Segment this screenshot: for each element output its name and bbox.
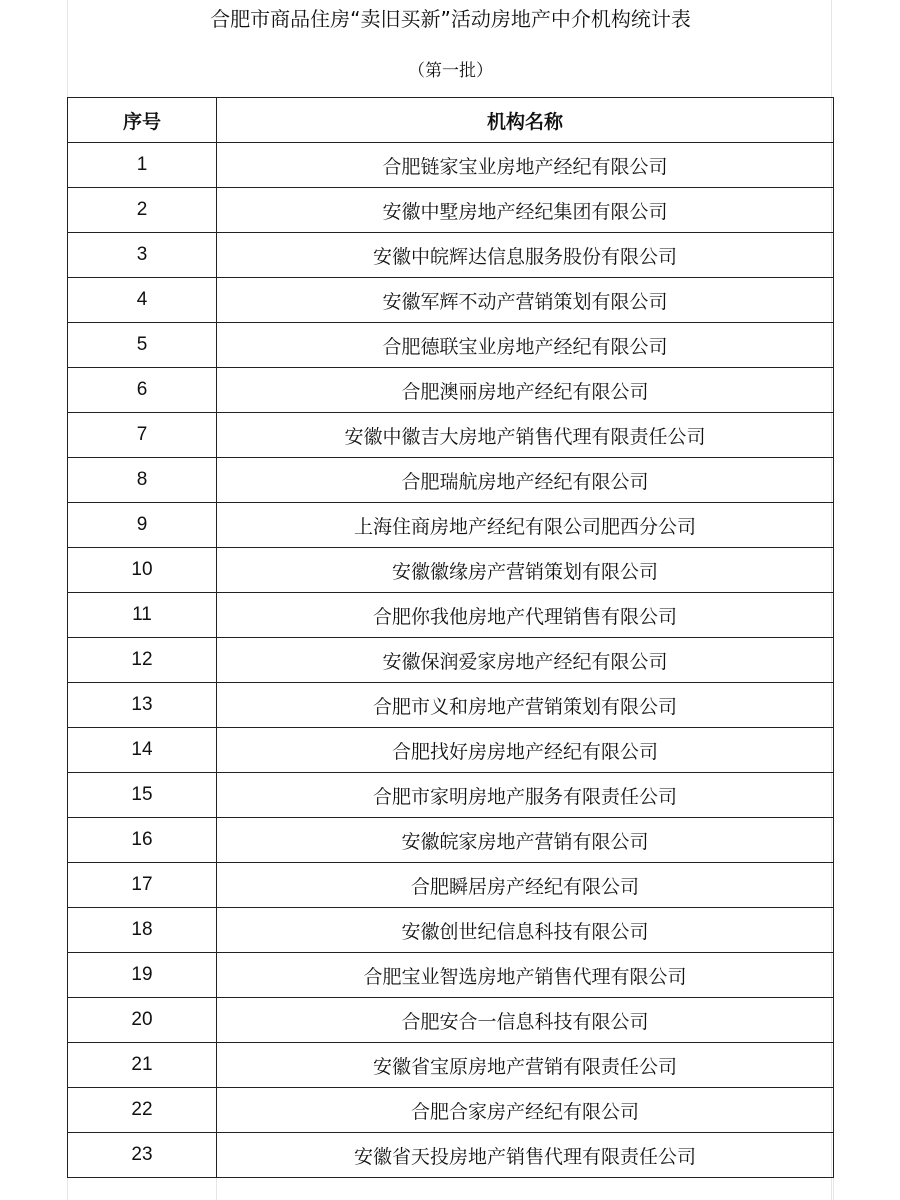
table-row [68,233,834,278]
row-index: 21 [68,1043,217,1088]
agency-name: 安徽中皖辉达信息服务股份有限公司 [217,233,834,278]
table-row [68,368,834,413]
row-index: 9 [68,503,217,548]
row-index: 20 [68,998,217,1043]
table-row-continuation [68,1178,834,1200]
table-row [68,1043,834,1088]
row-index: 14 [68,728,217,773]
row-index: 10 [68,548,217,593]
row-index: 4 [68,278,217,323]
row-index: 23 [68,1133,217,1178]
agency-name: 合肥德联宝业房地产经纪有限公司 [217,323,834,368]
table-row [68,458,834,503]
table-row [68,683,834,728]
agency-name: 合肥链家宝业房地产经纪有限公司 [217,143,834,188]
table-row [68,188,834,233]
row-index: 12 [68,638,217,683]
agency-name: 合肥澳丽房地产经纪有限公司 [217,368,834,413]
agency-name: 合肥市家明房地产服务有限责任公司 [217,773,834,818]
table-row [68,638,834,683]
agency-name: 合肥宝业智选房地产销售代理有限公司 [217,953,834,998]
table-row [68,1088,834,1133]
table-row [68,143,834,188]
table-row [68,593,834,638]
row-index: 16 [68,818,217,863]
row-index: 19 [68,953,217,998]
agency-name: 安徽中墅房地产经纪集团有限公司 [217,188,834,233]
row-index: 3 [68,233,217,278]
row-index: 18 [68,908,217,953]
row-index: 17 [68,863,217,908]
row-index: 7 [68,413,217,458]
table-row [68,413,834,458]
agency-name: 合肥市义和房地产营销策划有限公司 [217,683,834,728]
table-row [68,548,834,593]
agency-name: 安徽皖家房地产营销有限公司 [217,818,834,863]
table-row [68,1133,834,1178]
table-row [68,953,834,998]
agency-name: 合肥找好房房地产经纪有限公司 [217,728,834,773]
agency-name: 合肥你我他房地产代理销售有限公司 [217,593,834,638]
table-row [68,323,834,368]
row-index: 22 [68,1088,217,1133]
table-row [68,728,834,773]
agency-table [67,97,834,1200]
header-name: 机构名称 [217,98,834,143]
agency-name: 安徽中徽吉大房地产销售代理有限责任公司 [217,413,834,458]
row-index: 15 [68,773,217,818]
row-index: 13 [68,683,217,728]
blank-cell [217,1178,834,1200]
agency-name: 安徽军辉不动产营销策划有限公司 [217,278,834,323]
table-row [68,908,834,953]
row-index: 11 [68,593,217,638]
row-index: 8 [68,458,217,503]
table-header-row [68,98,834,143]
table-row [68,863,834,908]
row-index: 1 [68,143,217,188]
agency-name: 合肥瞬居房产经纪有限公司 [217,863,834,908]
agency-name: 安徽徽缘房产营销策划有限公司 [217,548,834,593]
agency-name: 安徽省宝原房地产营销有限责任公司 [217,1043,834,1088]
agency-name: 安徽保润爱家房地产经纪有限公司 [217,638,834,683]
agency-name: 合肥瑞航房地产经纪有限公司 [217,458,834,503]
agency-name: 合肥安合一信息科技有限公司 [217,998,834,1043]
blank-cell [68,1178,217,1200]
table-body [68,143,834,1200]
row-index: 6 [68,368,217,413]
agency-name: 合肥合家房产经纪有限公司 [217,1088,834,1133]
header-index: 序号 [68,98,217,143]
document-subtitle: （第一批） [408,61,493,81]
agency-name: 安徽省天投房地产销售代理有限责任公司 [217,1133,834,1178]
agency-name: 上海住商房地产经纪有限公司肥西分公司 [217,503,834,548]
table-row [68,278,834,323]
table-row [68,773,834,818]
row-index: 5 [68,323,217,368]
table-row [68,818,834,863]
document-title: 合肥市商品住房“卖旧买新”活动房地产中介机构统计表 [210,7,691,31]
table-row [68,998,834,1043]
row-index: 2 [68,188,217,233]
agency-name: 安徽创世纪信息科技有限公司 [217,908,834,953]
table-row [68,503,834,548]
